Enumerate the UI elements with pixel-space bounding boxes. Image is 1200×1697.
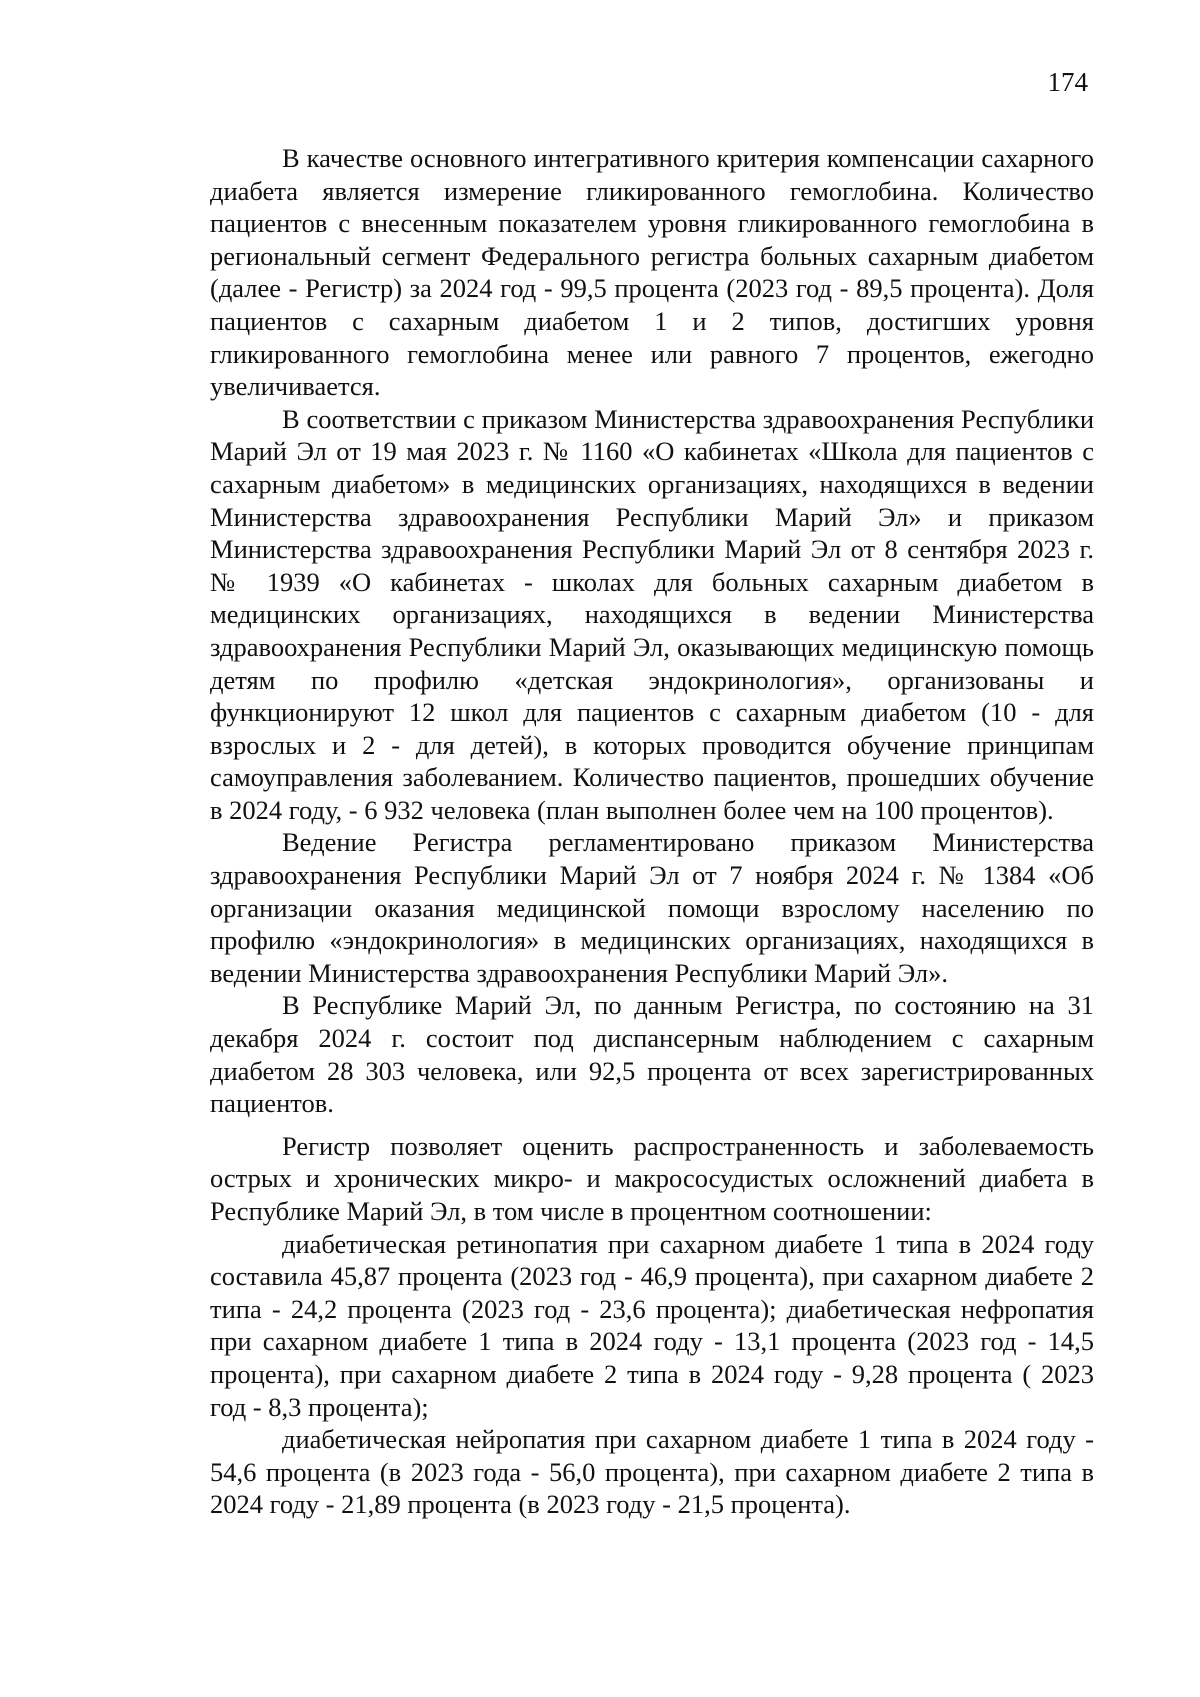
paragraph-registry-complications: Регистр позволяет оценить распространенность и заболеваемость острых и хронических микро- и макрососудистых осложнений диабета в Республике Марий Эл, в том числе в процентном соотношении: (210, 1130, 1094, 1226)
paragraph-registry-regulation: Ведение Регистра регламентировано приказом Министерства здравоохранения Республики Марий Эл от 7 ноября 2024 г. № 1384 «Об организации оказания медицинской помощи взрослому населению по профилю «эндокринология» в медицинских организациях, находящихся в ведении Министерства здравоохранения Республики Марий Эл». (210, 827, 1094, 988)
paragraph-retinopathy-nephropathy: диабетическая ретинопатия при сахарном диабете 1 типа в 2024 году составила 45,87 процента (2023 год - 46,9 процента), при сахарном диабете 2 типа - 24,2 процента (2023 год - 23,6 процента); диабетическая нефропатия при сахарном диабете 1 типа в 2024 году - 13,1 процента (2023 год - 14,5 процента), при сахарном диабете 2 типа в 2024 году - 9,28 процента ( 2023 год - 8,3 процента); (210, 1228, 1094, 1422)
document-body (210, 142, 1094, 1521)
paragraph-registry-dispensary: В Республике Марий Эл, по данным Регистра, по состоянию на 31 декабря 2024 г. состоит под диспансерным наблюдением с сахарным диабетом 28 303 человека, или 92,5 процента от всех зарегистрированных пациентов. (210, 990, 1094, 1119)
paragraph-hba1c-criterion: В качестве основного интегративного критерия компенсации сахарного диабета является измерение гликированного гемоглобина. Количество пациентов с внесенным показателем уровня гликированного гемоглобина в региональный сегмент Федерального регистра больных сахарным диабетом (далее - Регистр) за 2024 год - 99,5 процента (2023 год - 89,5 процента). Доля пациентов с сахарным диабетом 1 и 2 типов, достигших уровня гликированного гемоглобина менее или равного 7 процентов, ежегодно увеличивается. (210, 143, 1094, 402)
paragraph-neuropathy: диабетическая нейропатия при сахарном диабете 1 типа в 2024 году - 54,6 процента (в 2023 года - 56,0 процента), при сахарном диабете 2 типа в 2024 году - 21,89 процента (в 2023 году - 21,5 процента). (210, 1424, 1094, 1520)
page-number: 174 (1047, 67, 1088, 97)
paragraph-diabetes-schools: В соответствии с приказом Министерства здравоохранения Республики Марий Эл от 19 мая 2023 г. № 1160 «О кабинетах «Школа для пациентов с сахарным диабетом» в медицинских организациях, находящихся в ведении Министерства здравоохранения Республики Марий Эл» и приказом Министерства здравоохранения Республики Марий Эл от 8 сентября 2023 г. № 1939 «О кабинетах - школах для больных сахарным диабетом в медицинских организациях, находящихся в ведении Министерства здравоохранения Республики Марий Эл, оказывающих медицинскую помощь детям по профилю «детская эндокринология», организованы и функционируют 12 школ для пациентов с сахарным диабетом (10 - для взрослых и 2 - для детей), в которых проводится обучение принципам самоуправления заболеванием. Количество пациентов, прошедших обучение в 2024 году, - 6 932 человека (план выполнен более чем на 100 процентов). (210, 403, 1094, 825)
